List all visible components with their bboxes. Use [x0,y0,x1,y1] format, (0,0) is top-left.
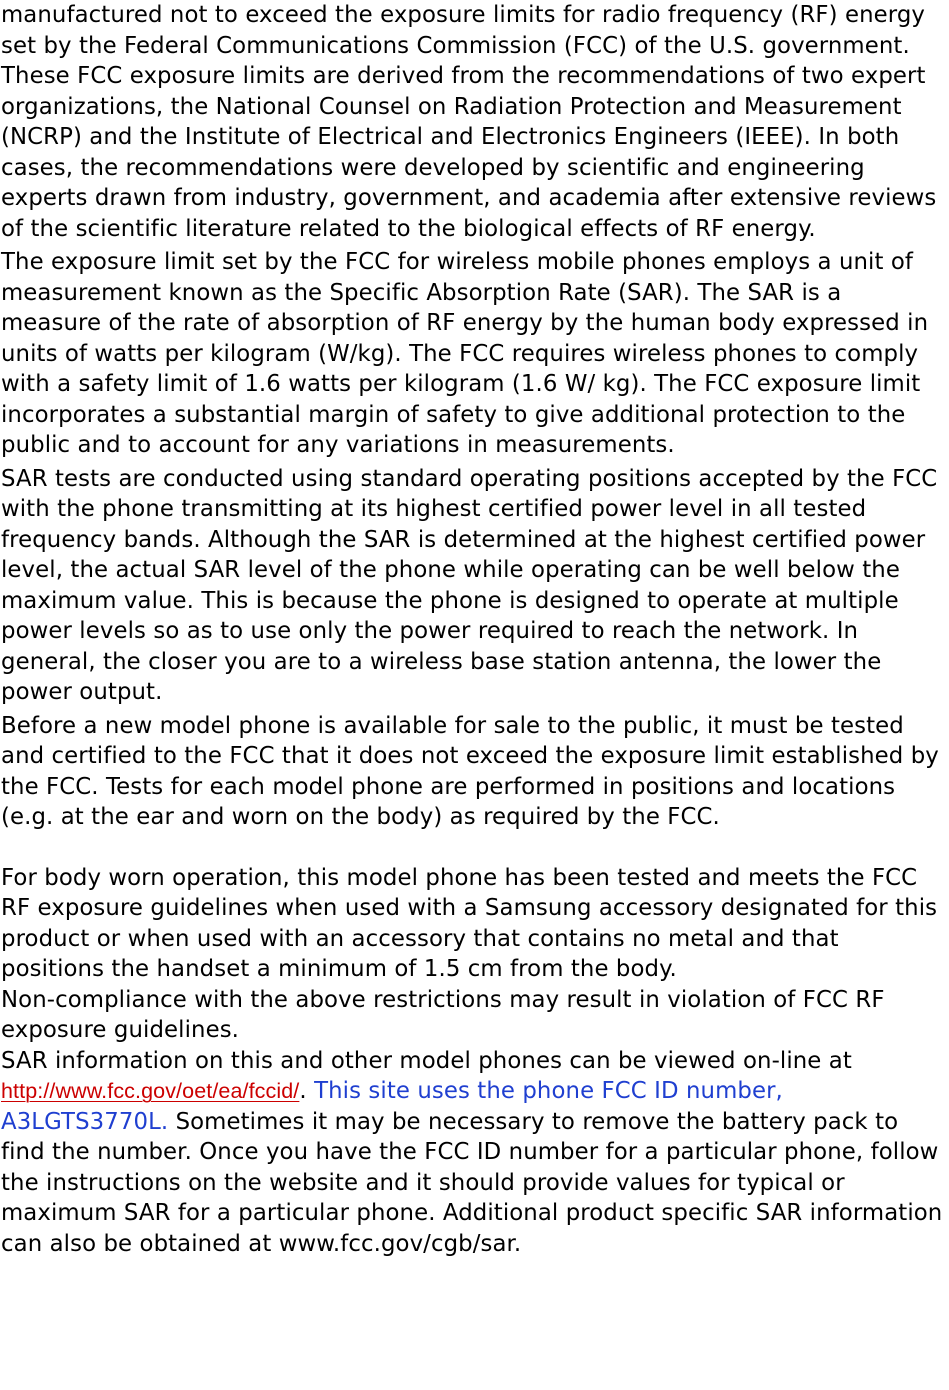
paragraph-body-worn: For body worn operation, this model phone has been tested and meets the FCC RF exposure guidelines when used with a Samsung accessory designated for this product or when used with an accessory that contains no metal and that positions the handset a minimum of 1.5 cm from the body. [1,864,938,982]
sar-info-rest: Sometimes it may be necessary to remove the battery pack to find the number. Once you have the FCC ID number for a particular phone, follow the instructions on the website and it should provide values for typical or maximum SAR for a particular phone. Additional product specific SAR information can also be obtained at www.fcc.gov/cgb/sar. [1,1108,943,1257]
document-page [1,0,946,1259]
paragraph-fcc-limits: manufactured not to exceed the exposure limits for radio frequency (RF) energy set by the Federal Communications Commission (FCC) of the U.S. government. These FCC exposure limits are derived from the recommendations of two expert organizations, the National Counsel on Radiation Protection and Measurement (NCRP) and the Institute of Electrical and Electronics Engineers (IEEE). In both cases, the recommendations were developed by scientific and engineering experts drawn from industry, government, and academia after extensive reviews of the scientific literature related to the biological effects of RF energy. [1,2,937,242]
paragraph-non-compliance: Non-compliance with the above restrictions may result in violation of FCC RF exposure guidelines. [1,986,885,1043]
sar-info-period: . [299,1078,307,1104]
paragraph-sar-information [1,1046,946,1260]
fcc-id-note: This site uses the phone FCC ID number, A3LGTS3770L. [1,1078,783,1135]
fcc-id-link[interactable]: http://www.fcc.gov/oet/ea/fccid/ [1,1079,300,1103]
spacer [1,833,946,863]
paragraph-sar-definition: The exposure limit set by the FCC for wireless mobile phones employs a unit of measurement known as the Specific Absorption Rate (SAR). The SAR is a measure of the rate of absorption of RF energy by the human body expressed in units of watts per kilogram (W/kg). The FCC requires wireless phones to comply with a safety limit of 1.6 watts per kilogram (1.6 W/ kg). The FCC exposure limit incorporates a substantial margin of safety to give additional protection to the public and to account for any variations in measurements. [1,249,929,458]
sar-info-intro: SAR information on this and other model phones can be viewed on-line at [1,1047,852,1074]
paragraph-certification: Before a new model phone is available for sale to the public, it must be tested and certified to the FCC that it does not exceed the exposure limit established by the FCC. Tests for each model phone are performed in positions and locations (e.g. at the ear and worn on the body) as required by the FCC. [1,712,939,830]
paragraph-sar-tests: SAR tests are conducted using standard operating positions accepted by the FCC with the phone transmitting at its highest certified power level in all tested frequency bands. Although the SAR is determined at the highest certified power level, the actual SAR level of the phone while operating can be well below the maximum value. This is because the phone is designed to operate at multiple power levels so as to use only the power required to reach the network. In general, the closer you are to a wireless base station antenna, the lower the power output. [1,465,938,705]
